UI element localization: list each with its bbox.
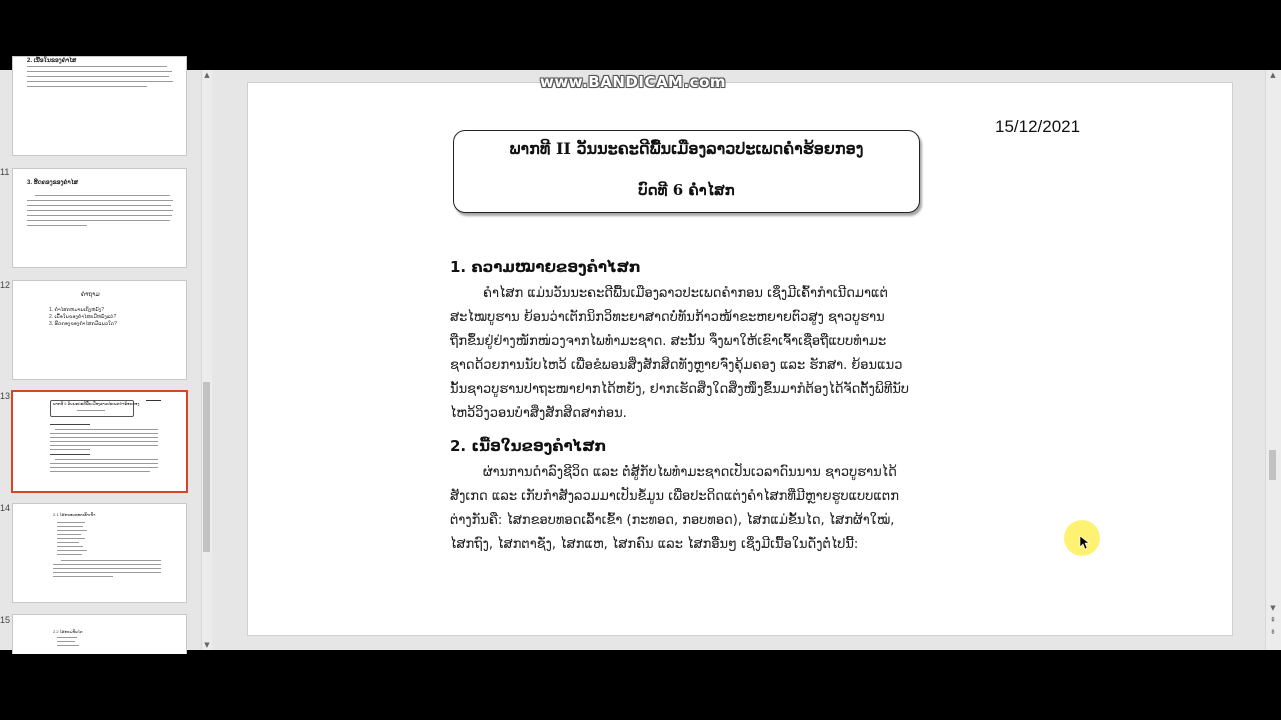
thumbnail-slide-14[interactable] (12, 503, 187, 603)
next-slide-icon[interactable]: ⇟ (1270, 628, 1276, 636)
scroll-down-arrow-icon[interactable]: ▼ (1270, 604, 1276, 612)
paragraph-line: ຕ່າງກັນຄື: ໄສກຂອບທອດເລົ້າເຂົ້າ (ກະທອດ, ກອບທອດ), ໄສກແມ່ຂັ້ນໄດ, ໄສກຜ້າໃໝ່, (450, 513, 895, 528)
slide-number: 14 (0, 503, 11, 513)
slide-number: 11 (0, 167, 10, 177)
paragraph-line: ນັ້ນຊາວບູຮານປາຖະໜາຢາກໄດ້ຫຍັງ, ຢາກເຮັດສິ່ງໃດສິ່ງໜຶ່ງຂຶ້ນມາກໍຕ້ອງໄດ້ຈັດຕັ້ງພິທີນັບ (450, 382, 910, 397)
recorder-watermark: www.BANDICAM.com (540, 73, 727, 91)
paragraph-line: ຄຳໄສກ ແມ່ນວັນນະຄະດີພື້ນເມືອງລາວປະເພດຄຳກອນ ເຊິ່ງມີເຄົ້າກຳເນີດມາແຕ່ (483, 286, 888, 301)
thumbnail-slide-10[interactable] (12, 56, 187, 156)
slide-title-box[interactable] (453, 130, 920, 213)
section2-paragraph[interactable] (450, 461, 930, 557)
scroll-up-arrow-icon[interactable]: ▲ (204, 71, 210, 79)
thumbnail-title: ຄຳຖາມ (81, 292, 100, 298)
slide-title-line1: ພາກທີ II ວັນນະຄະດີພື້ນເມືອງລາວປະເພດຄຳຮ້ອຍກອງ (509, 139, 864, 158)
thumbnail-scroll-thumb[interactable] (203, 382, 210, 552)
paragraph-line: ສັງເກດ ແລະ ເກັບກຳສັງລວມມາເປັນຂໍ້ມູນ ເພື່ອປະດິດແຕ່ງຄຳໄສກທີ່ມີຫຼາຍຮູບແບບແຕກ (450, 489, 899, 504)
section1-paragraph[interactable] (450, 282, 930, 426)
thumbnail-slide-11[interactable] (12, 168, 187, 268)
section1-heading: 1. ຄວາມໝາຍຂອງຄຳໄສກ (450, 258, 641, 276)
paragraph-line: ຜ່ານການດຳລົງຊີວິດ ແລະ ຕໍ່ສູ້ກັບໄພທຳມະຊາດເປັນເວລາດົນນານ ຊາວບູຮານໄດ້ (483, 465, 897, 480)
thumbnail-question: 3. ຮີດຄອງຂອງຄຳໄສກມີແນວໃດ? (49, 321, 117, 327)
slide-thumbnail-pane (0, 58, 212, 650)
paragraph-line: ໄສກຖົງ, ໄສກຕາຊັ່ງ, ໄສກແຫ, ໄສກຄົນ ແລະ ໄສກອື່ນໆ ເຊິ່ງມີເນື້ອໃນດັ່ງຕໍ່ໄປນີ້: (450, 537, 859, 552)
paragraph-line: ສະໄໝບູຮານ ຍ້ອນວ່າເຕັກນິກວິທະຍາສາດບໍ່ທັນກ້າວໜ້າຂະຫຍາຍຕົວສູງ ຊາວບູຮານ (450, 310, 885, 325)
thumbnail-title: ພາກທີ II ວັນນະຄະດີພື້ນເມືອງລາວປະເພດຄຳຮ້ອຍກອງ (53, 401, 140, 406)
slide-title-line2: ບົດທີ 6 ຄຳໄສກ (638, 181, 735, 199)
thumbnail-title: 3. ຮີດຄອງຂອງຄຳໄສ (27, 180, 78, 186)
scroll-down-arrow-icon[interactable]: ▼ (204, 641, 210, 649)
thumbnail-slide-13-selected[interactable] (11, 390, 188, 493)
previous-slide-icon[interactable]: ⇞ (1270, 616, 1276, 624)
editor-scroll-thumb[interactable] (1269, 450, 1276, 480)
editor-scrollbar[interactable] (1265, 70, 1281, 650)
scroll-up-arrow-icon[interactable]: ▲ (1270, 71, 1276, 79)
thumbnail-question: 1. ຄຳໄສກຫມາຍເຖິງຫຍັງ? (49, 307, 104, 313)
paragraph-line: ໄຫວ້ວິງວອນບຳສິ່ງສັກສິດສາກ່ອນ. (450, 406, 627, 421)
slide-number: 12 (0, 280, 11, 290)
thumbnail-scrollbar[interactable] (201, 70, 212, 650)
thumbnail-slide-15[interactable] (12, 614, 187, 654)
thumbnail-slide-12[interactable] (12, 280, 187, 380)
paragraph-line: ຊາດດ້ວຍການນັບໄຫວ້ ເພື່ອຂໍພອນສິ່ງສັກສິດທັງຫຼາຍຈົ່ງຄຸ້ມຄອງ ແລະ ຮັກສາ. ຍ້ອນແນວ (450, 358, 903, 373)
slide-number: 15 (0, 615, 11, 625)
thumbnail-question: 2. ເນື້ອໃນຂອງຄຳໄສກມີຫຍັງແດ່? (49, 314, 117, 320)
slide-date: 15/12/2021 (995, 117, 1081, 136)
thumbnail-title: 2.1 ໄສກຂອບທອດເລົ້າເຂົ້າ (53, 512, 96, 517)
thumbnail-title: 2. ເນື້ອໃນຂອງຄຳໄສ (27, 58, 77, 64)
slide-number: 13 (0, 391, 11, 401)
paragraph-line: ຖືກຂຶ້ນຢູ່ຢ່າງໜັກໜ່ວງຈາກໄພທຳມະຊາດ. ສະນັ້ນ ຈຶ່ງພາໃຫ້ເຂົາເຈົ້າເຊື່ອຖືແບບທຳມະ (450, 334, 887, 349)
thumbnail-title: 2.2 ໄສກແມ່ຂັ້ນໄດ (53, 629, 83, 634)
section2-heading: 2. ເນື້ອໃນຂອງຄຳໄສກ (450, 437, 607, 455)
